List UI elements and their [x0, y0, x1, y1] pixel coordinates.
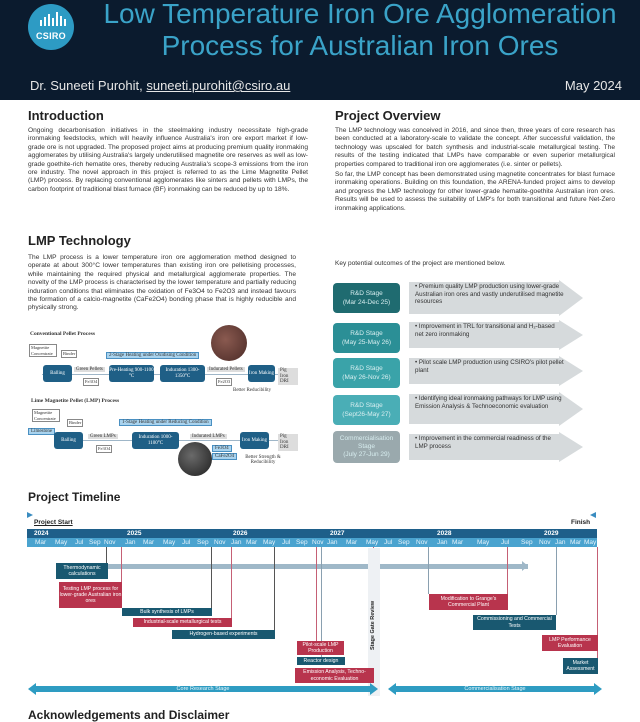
lmp-input-magnetite: Magnetite Concentrate	[32, 409, 60, 422]
task-industrial-tests: Industrial-scale metallurgical tests	[133, 618, 232, 627]
task-thermodynamic-calculations: Thermodynamic calculations	[56, 563, 108, 579]
key-outcomes-intro: Key potential outcomes of the project are mentioned below.	[335, 260, 506, 267]
core-research-stage-bar	[28, 683, 378, 695]
month-label: Nov	[416, 539, 428, 546]
task-market-assessment: Market Assessment	[563, 658, 598, 674]
indurated-lmps-label: Indurated LMPs	[192, 434, 225, 439]
lmp-output-label: Pig Iron DRI	[278, 434, 298, 451]
milestone-line	[106, 547, 107, 563]
preheating-step: Pre-Heating 900-1100 °C	[109, 365, 154, 382]
stage-bar-label: Core Research Stage	[176, 686, 230, 692]
outcome-stage-5	[333, 431, 400, 463]
lmp-input-limestone: Limestone	[28, 428, 55, 435]
stage-label: R&D Stage	[350, 290, 383, 297]
lmp-technology-heading: LMP Technology	[28, 233, 131, 248]
milestone-line	[211, 547, 212, 608]
month-label: Jul	[384, 539, 393, 546]
outcome-arrow-3	[409, 356, 583, 386]
task-performance-evaluation: LMP Performance Evaluation	[542, 635, 598, 651]
ironmaking-step: Iron Making	[248, 365, 275, 382]
outcome-text: • Premium quality LMP production using lower-grade Australian iron ores and vastly underutilised magnetite resources	[415, 283, 564, 306]
task-reactor-design: Reactor design	[297, 657, 345, 665]
lmp-phase-2: CaFe2O4	[212, 453, 237, 460]
heating-condition-label: 2-Stage Heating under Oxidising Condition	[106, 352, 199, 359]
lmp-balling-step: Balling	[54, 432, 83, 449]
timeline-heading: Project Timeline	[28, 490, 121, 504]
milestone-line	[428, 547, 429, 594]
month-label: Jul	[282, 539, 291, 546]
stage-period: (May 25-May 26)	[341, 339, 392, 346]
month-label: May	[584, 539, 597, 546]
milestone-line	[121, 547, 122, 582]
month-label: Jul	[182, 539, 191, 546]
month-label: Nov	[104, 539, 116, 546]
poster-date: May 2024	[564, 78, 622, 93]
stage-gate-label: Stage Gate Review	[370, 600, 376, 650]
timeline-year-bar	[27, 529, 597, 538]
month-label: Sep	[398, 539, 410, 546]
input-magnetite: Magnetite Concentrate	[29, 344, 57, 357]
lmp-diagram-title: Lime Magnetite Pellet (LMP) Process	[31, 398, 120, 404]
milestone-line	[316, 547, 317, 641]
month-label: Mar	[35, 539, 47, 546]
outcome-stage-1	[333, 283, 400, 313]
outcome-stage-3	[333, 358, 400, 388]
year-label: 2027	[330, 530, 345, 537]
title-line-2: Process for Australian Iron Ores	[161, 30, 559, 61]
acknowledgements-heading: Acknowledgements and Disclaimer	[28, 708, 230, 722]
month-label: Nov	[312, 539, 324, 546]
conventional-note: Better Reducibility	[233, 388, 272, 393]
finish-label: Finish	[571, 519, 591, 526]
outcome-stage-2	[333, 323, 400, 353]
outcome-stage-4	[333, 395, 400, 425]
introduction-text: Ongoing decarbonisation initiatives in the steelmaking industry necessitate high-grade ironmaking feedstocks, which will heavily influence Australia's iron ore export market if low-grade ore is not upgraded. The proposed project aims at producing premium quality ironmaking agglomerates by utilising Australia's largely underutilised magnetite ore reserves as well as low-grade goethite-rich hematite ores, thereby reducing Australia's scope-3 emissions from the iron ore industry. The novel approach in this project is referred to as the Lime Magnetite Pellet (LMP) process. By replacing conventional agglomerates like sinters and pellets with LMPs, the carbon footprint of traditional blast furnace (BF) ironmaking can be reduced by up to 18%.	[28, 127, 308, 193]
input-binder: Binder	[63, 351, 76, 356]
task-pilot-scale-production: Pilot-scale LMP Production	[297, 641, 344, 655]
milestone-line	[231, 547, 232, 618]
start-flag-icon	[27, 512, 33, 518]
outcome-text: • Identifying ideal ironmaking pathways for LMP using Emission Analysis & Technoeconomic evaluation	[415, 395, 562, 410]
month-label: Nov	[214, 539, 226, 546]
lmp-pellets-photo	[178, 442, 212, 476]
green-lmps-label: Green LMPs	[90, 434, 116, 439]
iron-pellets-photo	[211, 325, 247, 361]
outcome-arrow-1	[409, 280, 583, 316]
lmp-green-phase: Fe3O4	[98, 446, 111, 451]
conventional-process-diagram	[0, 0, 320, 480]
task-bulk-synthesis: Bulk synthesis of LMPs	[122, 608, 212, 616]
month-label: Jan	[125, 539, 136, 546]
month-label: Jan	[437, 539, 448, 546]
month-label: May	[163, 539, 176, 546]
author-email-link[interactable]: suneeti.purohit@csiro.au	[146, 78, 291, 93]
month-label: Sep	[197, 539, 209, 546]
month-label: Jan	[327, 539, 338, 546]
overview-heading: Project Overview	[335, 108, 441, 123]
month-label: May	[263, 539, 276, 546]
month-label: Jul	[75, 539, 84, 546]
task-hydrogen-experiments: Hydrogen-based experiments	[172, 630, 275, 639]
outcome-text: • Pilot scale LMP production using CSIRO's pilot pellet plant	[415, 359, 564, 374]
outcome-arrow-4	[409, 392, 583, 426]
task-testing-lmp-process: Testing LMP process for lower-grade Australian iron ores	[59, 582, 122, 608]
month-label: Jan	[555, 539, 566, 546]
lmp-heating-condition-label: 1-Stage Heating under Reducing Condition	[119, 419, 212, 426]
conventional-diagram-title: Conventional Pellet Process	[30, 331, 95, 337]
month-label: Mar	[143, 539, 155, 546]
outcome-text: • Improvement in the commercial readiness of the LMP process	[415, 435, 551, 450]
month-label: Sep	[89, 539, 101, 546]
month-label: Mar	[346, 539, 358, 546]
green-phase: Fe3O4	[85, 379, 98, 384]
output-label: Pig Iron DRI	[278, 368, 298, 385]
month-label: May	[477, 539, 490, 546]
balling-step: Balling	[43, 365, 72, 382]
stage-period: (May 26-Nov 26)	[342, 374, 391, 381]
lmp-phase-1: Fe3O4	[212, 445, 232, 452]
lmp-ironmaking-step: Iron Making	[240, 432, 269, 449]
finish-flag-icon	[590, 512, 596, 518]
month-label: Mar	[246, 539, 258, 546]
indurated-pellets-label: Indurated Pellets	[209, 367, 243, 372]
month-label: Sep	[296, 539, 308, 546]
outcome-text: • Improvement in TRL for transitional and H₂-based net zero ironmaking	[415, 323, 555, 338]
lmp-input-binder: Binder	[69, 420, 82, 425]
task-grange-modification: Modification to Grange's Commercial Plant	[429, 594, 508, 610]
month-label: Nov	[539, 539, 551, 546]
timeline-month-bar	[27, 538, 597, 547]
month-label: Mar	[452, 539, 464, 546]
year-label: 2028	[437, 530, 452, 537]
outcome-arrow-5	[409, 432, 583, 462]
task-emission-analysis: Emission Analysis, Techno-economic Evaluation	[295, 668, 374, 683]
month-label: Sep	[521, 539, 533, 546]
month-label: Mar	[570, 539, 582, 546]
progress-arrowhead-icon	[522, 561, 528, 571]
thermodynamic-progress-bar	[108, 564, 528, 569]
outcome-arrow-2	[409, 320, 583, 350]
stage-label: Commercialisation Stage	[339, 435, 394, 450]
indurated-phase: Fe2O3	[218, 379, 231, 384]
month-label: Jul	[501, 539, 510, 546]
milestone-line	[556, 547, 557, 615]
milestone-line	[274, 547, 275, 630]
stage-label: R&D Stage	[350, 402, 383, 409]
overview-para-2: So far, the LMP concept has been demonstrated using magnetite concentrates for blast furnace ironmaking operations. Building on this foundation, the ARENA-funded project aims to develop and progress the LMP technology for other lower-grade hematite-goethite Australian iron ores. Results will be used to assess the suitability of LMP's for both transitional and future Net-Zero ironmaking applications.	[335, 171, 615, 212]
stage-period: (July 27-Jun 29)	[343, 451, 390, 458]
logo-text: CSIRO	[35, 31, 66, 41]
stage-bar-label: Commercialisation Stage	[464, 686, 526, 692]
task-commissioning: Commissioning and Commercial Tests	[473, 615, 556, 630]
introduction-heading: Introduction	[28, 108, 104, 123]
year-label: 2026	[233, 530, 248, 537]
milestone-line	[507, 547, 508, 594]
stage-period: (Sept26-May 27)	[342, 411, 391, 418]
project-overview-section	[335, 108, 615, 215]
stage-label: R&D Stage	[350, 365, 383, 372]
title-line-1: Low Temperature Iron Ore Agglomeration	[103, 0, 617, 29]
stage-period: (Mar 24-Dec 25)	[342, 299, 391, 306]
year-label: 2029	[544, 530, 559, 537]
overview-para-1: The LMP technology was conceived in 2016, and since then, three years of core research has been conducted at a laboratory-scale to validate the concept. After successful validation, the technology was upscaled for batch synthesis and industrial-scale metallurgical testing. The results of the testing indicated that LMPs have comparable or even superior metallurgical properties compared to traditional iron ore agglomerates (i.e. sinter or pellets).	[335, 127, 615, 168]
project-start-label: Project Start	[34, 519, 73, 526]
lmp-induration-step: Induration 1000-1100°C	[132, 432, 179, 449]
stage-label: R&D Stage	[350, 330, 383, 337]
lmp-technology-text: The LMP process is a lower temperature iron ore agglomeration method designed to operate at about 300°C lower temperatures than existing iron ore pelletising processes, while maintaining the required physical and metallurgical agglomerate properties. The novelty of the LMP process is characterised by the lower temperature and partially reducing induration conditions that eliminates the oxidation of Fe3O4 to Fe2O3 and instead favours the formation of a calcio-magnetite (CaFe2O4) bonding phase that is highly reducible and physically strong.	[28, 254, 296, 312]
commercialisation-stage-bar	[388, 683, 602, 695]
year-label: 2025	[127, 530, 142, 537]
lmp-note: Better Strength & Reducibility	[245, 455, 281, 465]
month-label: Jan	[231, 539, 242, 546]
author-name: Dr. Suneeti Purohit,	[30, 78, 147, 93]
induration-step: Induration 1300-1350°C	[160, 365, 205, 382]
month-label: May	[366, 539, 379, 546]
green-pellets-label: Green Pellets	[76, 367, 103, 372]
month-label: May	[55, 539, 68, 546]
year-label: 2024	[34, 530, 49, 537]
